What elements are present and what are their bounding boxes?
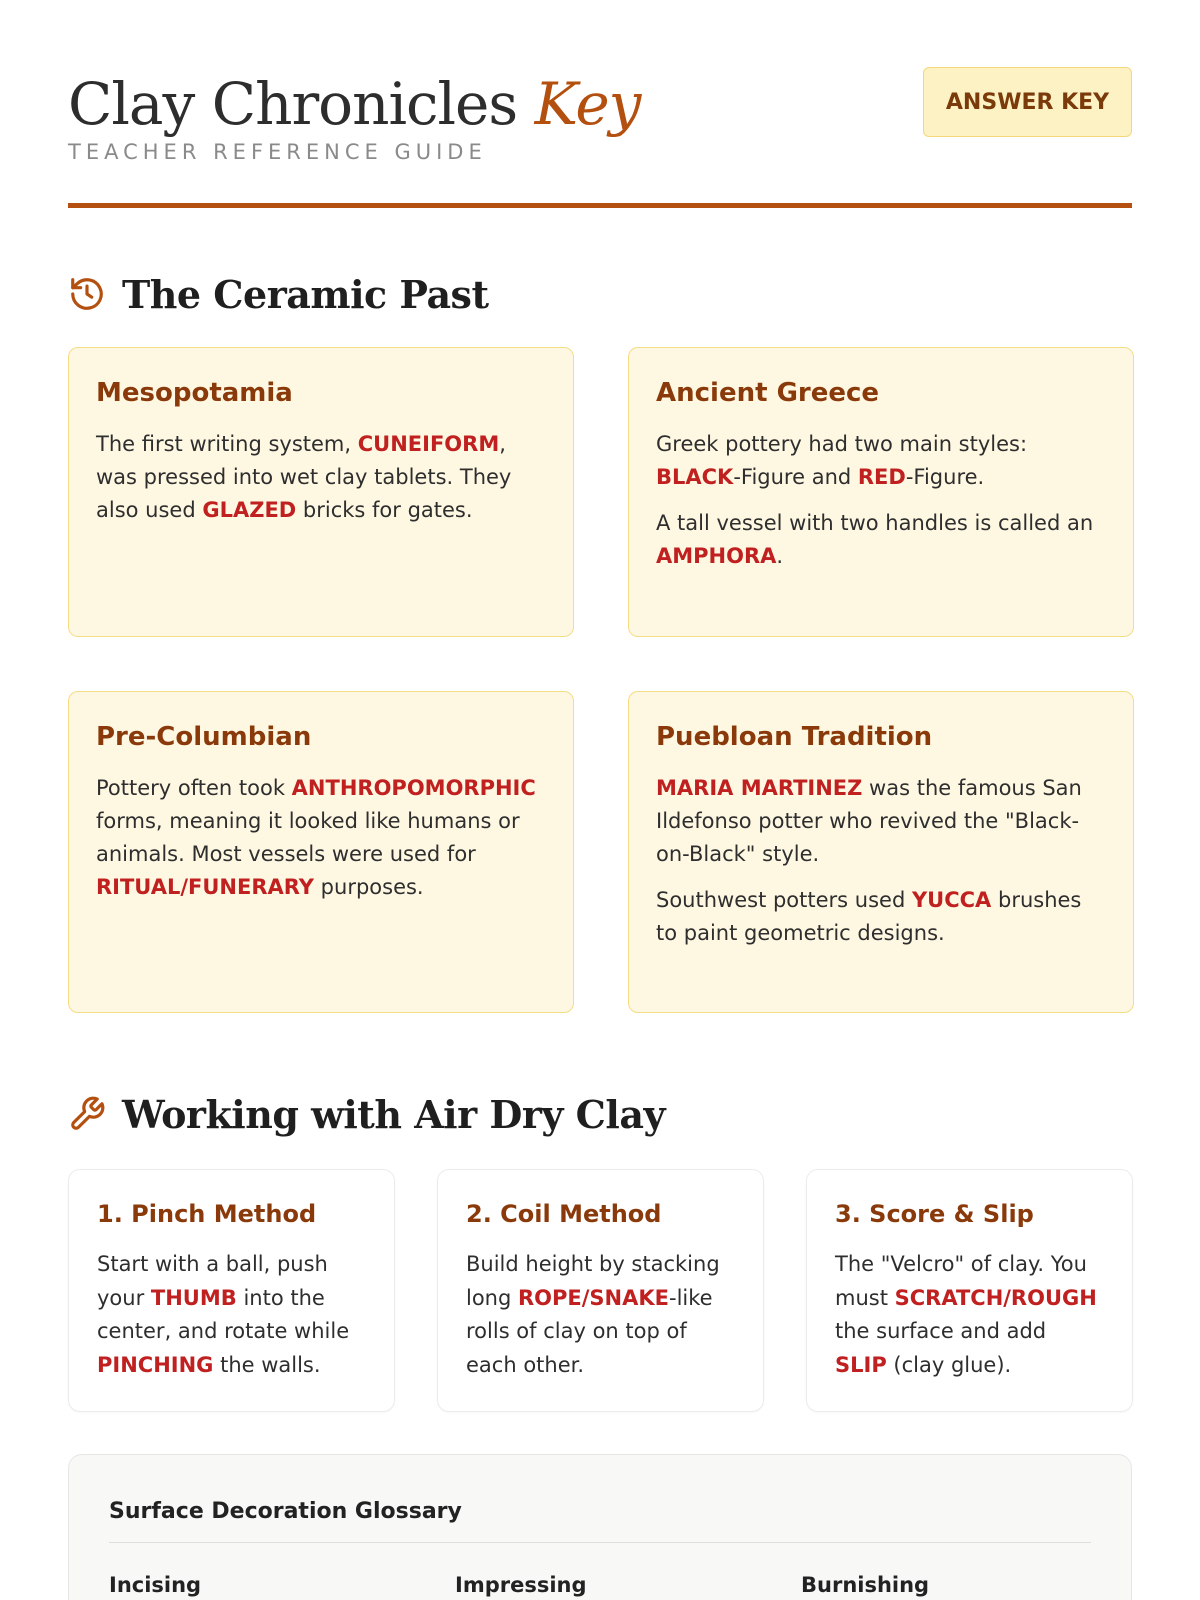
method-card-title: 3. Score & Slip bbox=[835, 1200, 1034, 1228]
page-header bbox=[68, 0, 1132, 208]
era-card-grid bbox=[68, 347, 1132, 1013]
answer-word: ROPE/SNAKE bbox=[518, 1285, 669, 1310]
title-main: Clay Chronicles bbox=[68, 70, 518, 138]
section-heading-air-dry-clay bbox=[68, 1085, 1132, 1143]
glossary-term-burnishing: Burnishing bbox=[801, 1573, 930, 1597]
answer-word: ANTHROPOMORPHIC bbox=[291, 776, 536, 800]
era-card-ancient-greece bbox=[628, 347, 1134, 637]
era-card-puebloan bbox=[628, 691, 1134, 1013]
section-title: Working with Air Dry Clay bbox=[122, 1091, 666, 1137]
era-card-pre-columbian bbox=[68, 691, 574, 1013]
answer-word: MARIA MARTINEZ bbox=[656, 776, 863, 800]
answer-word: CUNEIFORM bbox=[357, 432, 500, 456]
era-card-text: Pottery often took ANTHROPOMORPHIC forms, meaning it looked like humans or animals. Most vessels were used for RITUAL/FUNERARY purposes. bbox=[96, 776, 536, 899]
glossary-term-impressing: Impressing bbox=[455, 1573, 587, 1597]
method-card-title: 1. Pinch Method bbox=[97, 1200, 317, 1228]
answer-word: RITUAL/FUNERARY bbox=[96, 875, 314, 899]
glossary-terms bbox=[109, 1573, 1091, 1597]
method-card-pinch bbox=[68, 1169, 395, 1412]
glossary-panel bbox=[68, 1454, 1132, 1600]
glossary-title: Surface Decoration Glossary bbox=[109, 1499, 1091, 1543]
method-card-text: Build height by stacking long ROPE/SNAKE-like rolls of clay on top of each other. bbox=[466, 1252, 720, 1377]
method-card-coil bbox=[437, 1169, 764, 1412]
history-icon bbox=[68, 275, 106, 313]
era-card-mesopotamia bbox=[68, 347, 574, 637]
method-card-grid bbox=[68, 1169, 1132, 1412]
era-card-text: Greek pottery had two main styles: BLACK-Figure and RED-Figure. bbox=[656, 432, 1028, 489]
method-card-text: The "Velcro" of clay. You must SCRATCH/ROUGH the surface and add SLIP (clay glue). bbox=[835, 1252, 1097, 1377]
title-accent: Key bbox=[534, 70, 641, 138]
era-card-title: Ancient Greece bbox=[656, 378, 880, 408]
answer-word: RED bbox=[857, 465, 906, 489]
glossary-term-incising: Incising bbox=[109, 1573, 202, 1597]
answer-word: SLIP bbox=[835, 1352, 887, 1377]
answer-key-badge: ANSWER KEY bbox=[923, 67, 1132, 137]
answer-word: SCRATCH/ROUGH bbox=[894, 1285, 1097, 1310]
era-card-title: Mesopotamia bbox=[96, 378, 293, 408]
method-card-title: 2. Coil Method bbox=[466, 1200, 662, 1228]
section-heading-ceramic-past bbox=[68, 265, 1132, 323]
answer-word: PINCHING bbox=[97, 1352, 214, 1377]
era-card-text: Southwest potters used YUCCA brushes to paint geometric designs. bbox=[656, 888, 1082, 945]
wrench-icon bbox=[68, 1095, 106, 1133]
page-subtitle: TEACHER REFERENCE GUIDE bbox=[68, 140, 487, 164]
method-card-text: Start with a ball, push your THUMB into the center, and rotate while PINCHING the walls. bbox=[97, 1252, 350, 1377]
method-card-score-slip bbox=[806, 1169, 1133, 1412]
answer-word: GLAZED bbox=[202, 498, 297, 522]
answer-word: YUCCA bbox=[911, 888, 992, 912]
section-title: The Ceramic Past bbox=[122, 271, 489, 317]
era-card-title: Pre-Columbian bbox=[96, 722, 312, 752]
answer-word: THUMB bbox=[150, 1285, 237, 1310]
era-card-text: A tall vessel with two handles is called an AMPHORA. bbox=[656, 511, 1094, 568]
era-card-text: The first writing system, CUNEIFORM, was pressed into wet clay tablets. They also used GLAZED bricks for gates. bbox=[96, 432, 512, 522]
answer-word: AMPHORA bbox=[656, 544, 777, 568]
era-card-title: Puebloan Tradition bbox=[656, 722, 933, 752]
era-card-text: MARIA MARTINEZ was the famous San Ildefonso potter who revived the "Black-on-Black" style. bbox=[656, 776, 1082, 866]
answer-word: BLACK bbox=[656, 465, 734, 489]
